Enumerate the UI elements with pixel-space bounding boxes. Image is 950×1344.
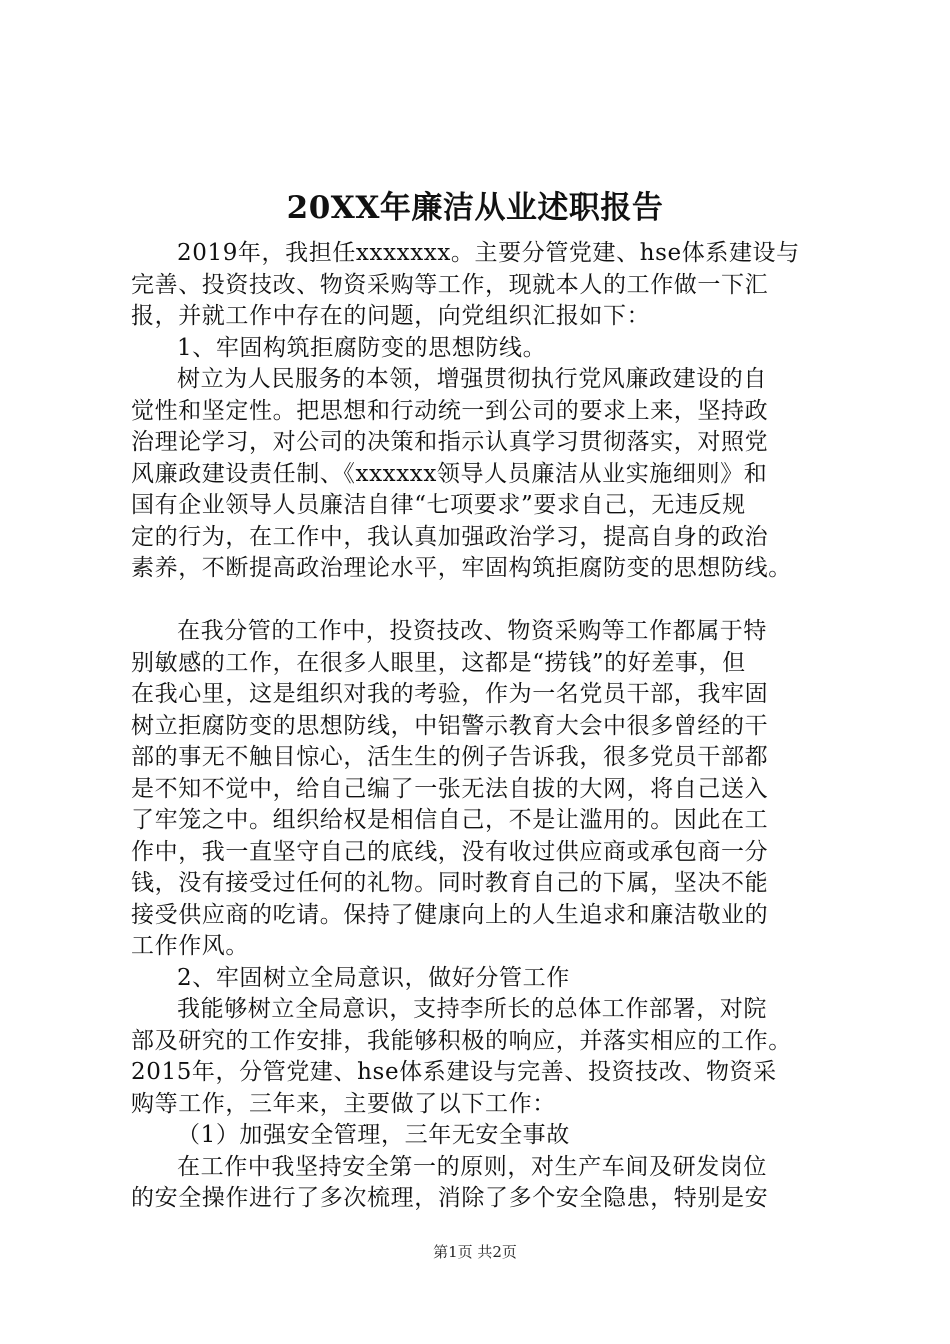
body-line: 完善、投资技改、物资采购等工作，现就本人的工作做一下汇 <box>131 271 769 298</box>
body-line: 治理论学习，对公司的决策和指示认真学习贯彻落实，对照党 <box>131 429 769 455</box>
document-title: 20XX年廉洁从业述职报告 <box>286 190 664 226</box>
body-line: 觉性和坚定性。把思想和行动统一到公司的要求上来，坚持政 <box>131 397 769 424</box>
body-line: 是不知不觉中，给自己编了一张无法自拔的大网，将自己送入 <box>131 775 769 802</box>
body-line: 部及研究的工作安排，我能够积极的响应，并落实相应的工作。 <box>131 1027 792 1054</box>
body-line: 作中，我一直坚守自己的底线，没有收过供应商或承包商一分 <box>131 838 769 865</box>
body-line: 购等工作，三年来，主要做了以下工作： <box>131 1090 556 1117</box>
body-line: 2、牢固树立全局意识，做好分管工作 <box>177 964 570 991</box>
body-line: 报，并就工作中存在的问题，向党组织汇报如下： <box>131 303 651 329</box>
document-body <box>131 238 841 1215</box>
body-line: 树立为人民服务的本领，增强贯彻执行党风廉政建设的自 <box>177 366 767 392</box>
body-line: 在我心里，这是组织对我的考验，作为一名党员干部，我牢固 <box>131 681 769 707</box>
body-line: （1）加强安全管理，三年无安全事故 <box>177 1122 570 1148</box>
body-line: 树立拒腐防变的思想防线，中铝警示教育大会中很多曾经的干 <box>131 712 769 739</box>
body-line: 风廉政建设责任制、《xxxxxx领导人员廉洁从业实施细则》和 <box>131 460 768 487</box>
body-line: 工作作风。 <box>131 933 249 959</box>
body-line: 定的行为，在工作中，我认真加强政治学习，提高自身的政治 <box>131 523 769 550</box>
body-line: 1、牢固构筑拒腐防变的思想防线。 <box>177 334 547 361</box>
body-line: 的安全操作进行了多次梳理，消除了多个安全隐患，特别是安 <box>131 1185 769 1211</box>
page-footer: 第1页 共2页 <box>433 1243 517 1261</box>
body-line: 素养，不断提高政治理论水平，牢固构筑拒腐防变的思想防线。 <box>131 555 792 581</box>
body-line: 国有企业领导人员廉洁自律“七项要求”要求自己，无违反规 <box>131 492 746 518</box>
blank-line <box>131 585 841 617</box>
body-line: 2019年，我担任xxxxxxx。主要分管党建、hse体系建设与 <box>177 240 800 266</box>
body-line: 别敏感的工作，在很多人眼里，这都是“捞钱”的好差事，但 <box>131 649 746 676</box>
body-line: 了牢笼之中。组织给权是相信自己，不是让滥用的。因此在工 <box>131 807 769 833</box>
body-line: 在工作中我坚持安全第一的原则，对生产车间及研发岗位 <box>177 1153 767 1180</box>
body-line: 在我分管的工作中，投资技改、物资采购等工作都属于特 <box>177 618 767 644</box>
body-line: 钱，没有接受过任何的礼物。同时教育自己的下属，坚决不能 <box>131 870 769 896</box>
body-line: 部的事无不触目惊心，活生生的例子告诉我，很多党员干部都 <box>131 744 769 770</box>
body-line: 2015年，分管党建、hse体系建设与完善、投资技改、物资采 <box>131 1059 777 1085</box>
body-line: 接受供应商的吃请。保持了健康向上的人生追求和廉洁敬业的 <box>131 901 769 928</box>
body-line: 我能够树立全局意识，支持李所长的总体工作部署，对院 <box>177 996 767 1022</box>
